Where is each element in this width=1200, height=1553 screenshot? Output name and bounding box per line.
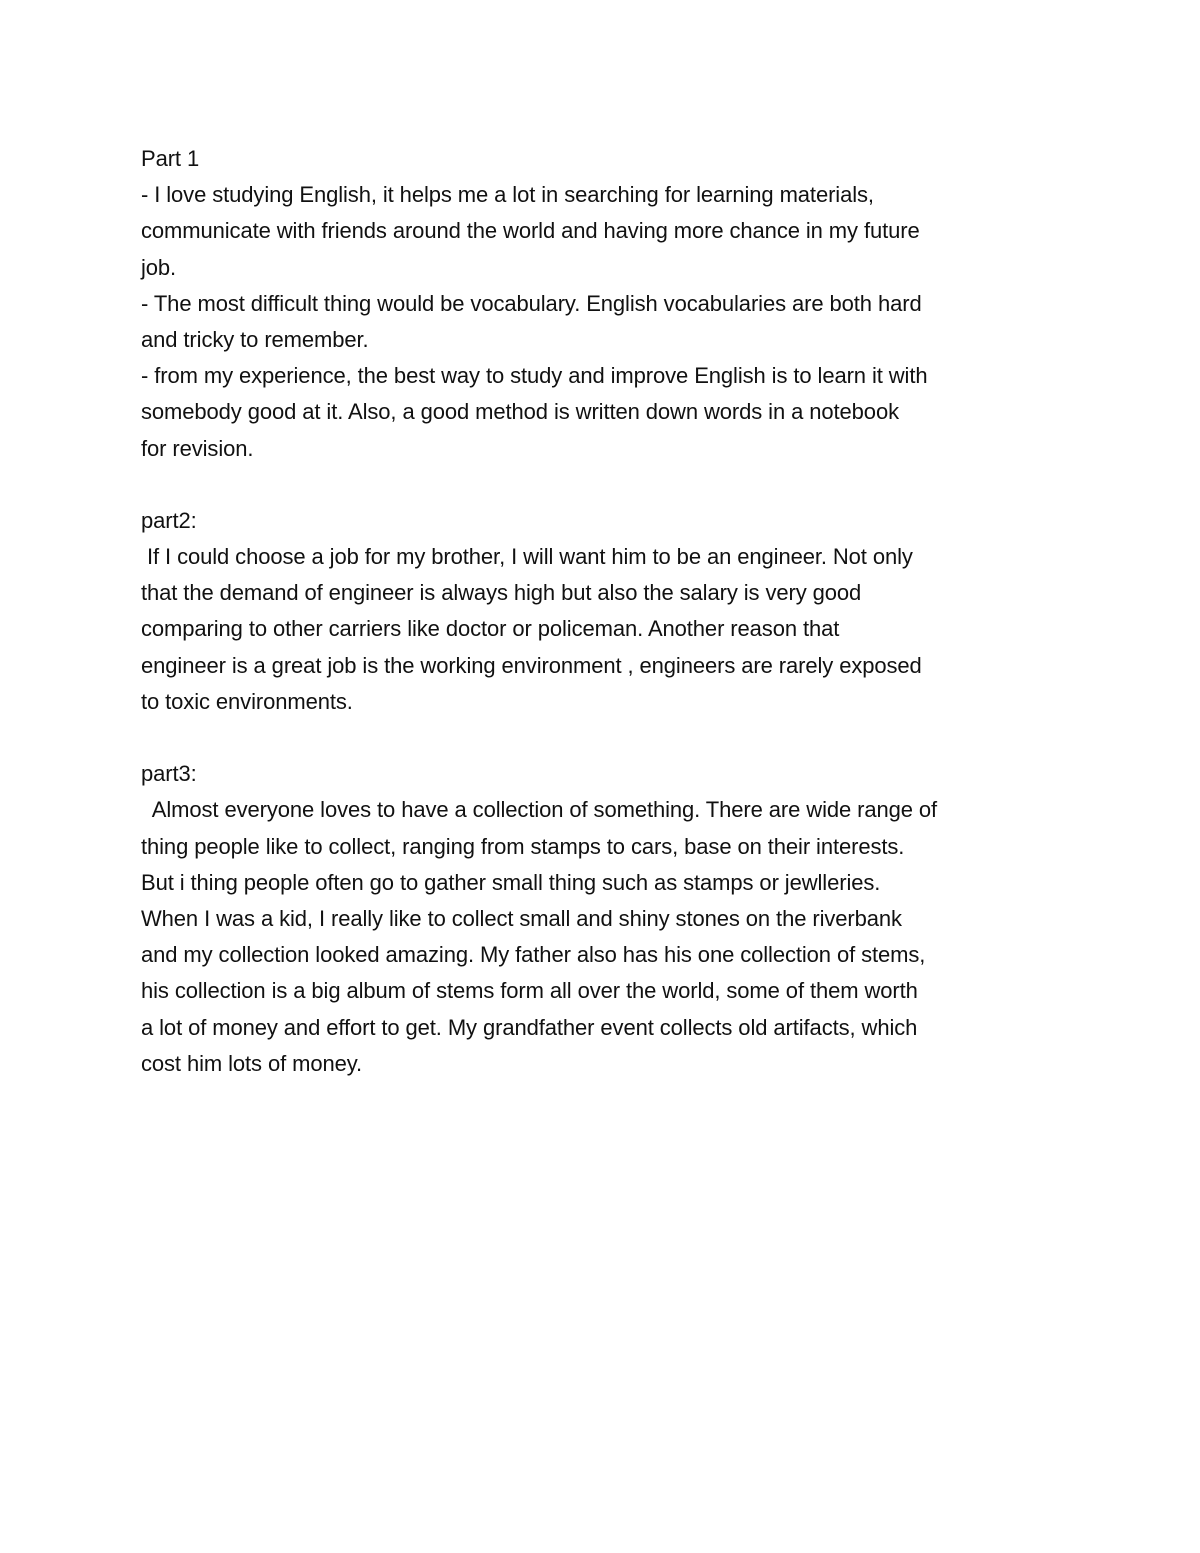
- part1-line: - from my experience, the best way to study and improve English is to learn it with: [141, 363, 928, 389]
- part3-line: his collection is a big album of stems form all over the world, some of them worth: [141, 978, 918, 1004]
- part1-heading: Part 1: [141, 146, 200, 171]
- paragraph-gap: [141, 467, 1071, 503]
- document-body: [141, 141, 1071, 1082]
- part3-line: a lot of money and effort to get. My grandfather event collects old artifacts, which: [141, 1014, 918, 1040]
- part1-line: for revision.: [141, 435, 254, 461]
- part1-line: and tricky to remember.: [141, 326, 369, 352]
- part2-line: to toxic environments.: [141, 688, 353, 714]
- part1-line: job.: [141, 254, 177, 280]
- part3-line: When I was a kid, I really like to collect small and shiny stones on the riverbank: [141, 905, 902, 931]
- part2-line: If I could choose a job for my brother, I will want him to be an engineer. Not only: [141, 544, 913, 570]
- part1-line: somebody good at it. Also, a good method is written down words in a notebook: [141, 399, 899, 425]
- part1-line: - I love studying English, it helps me a lot in searching for learning materials,: [141, 182, 874, 208]
- part2-line: comparing to other carriers like doctor or policeman. Another reason that: [141, 616, 840, 642]
- part3-line: Almost everyone loves to have a collection of something. There are wide range of: [141, 797, 938, 823]
- part1-line: communicate with friends around the world and having more chance in my future: [141, 218, 920, 244]
- part2-line: engineer is a great job is the working environment , engineers are rarely exposed: [141, 652, 922, 678]
- part3-line: and my collection looked amazing. My father also has his one collection of stems,: [141, 942, 926, 968]
- part2-section: [141, 503, 1071, 720]
- paragraph-gap: [141, 720, 1071, 756]
- part2-line: that the demand of engineer is always high but also the salary is very good: [141, 580, 862, 606]
- part1-line: - The most difficult thing would be vocabulary. English vocabularies are both hard: [141, 290, 922, 316]
- part3-line: cost him lots of money.: [141, 1050, 363, 1076]
- part2-heading: part2:: [141, 507, 197, 533]
- part1-section: [141, 141, 1071, 467]
- part3-line: thing people like to collect, ranging from stamps to cars, base on their interests.: [141, 833, 905, 859]
- part3-section: [141, 756, 1071, 1082]
- part3-line: But i thing people often go to gather small thing such as stamps or jewlleries.: [141, 869, 881, 895]
- part3-heading: part3:: [141, 761, 197, 787]
